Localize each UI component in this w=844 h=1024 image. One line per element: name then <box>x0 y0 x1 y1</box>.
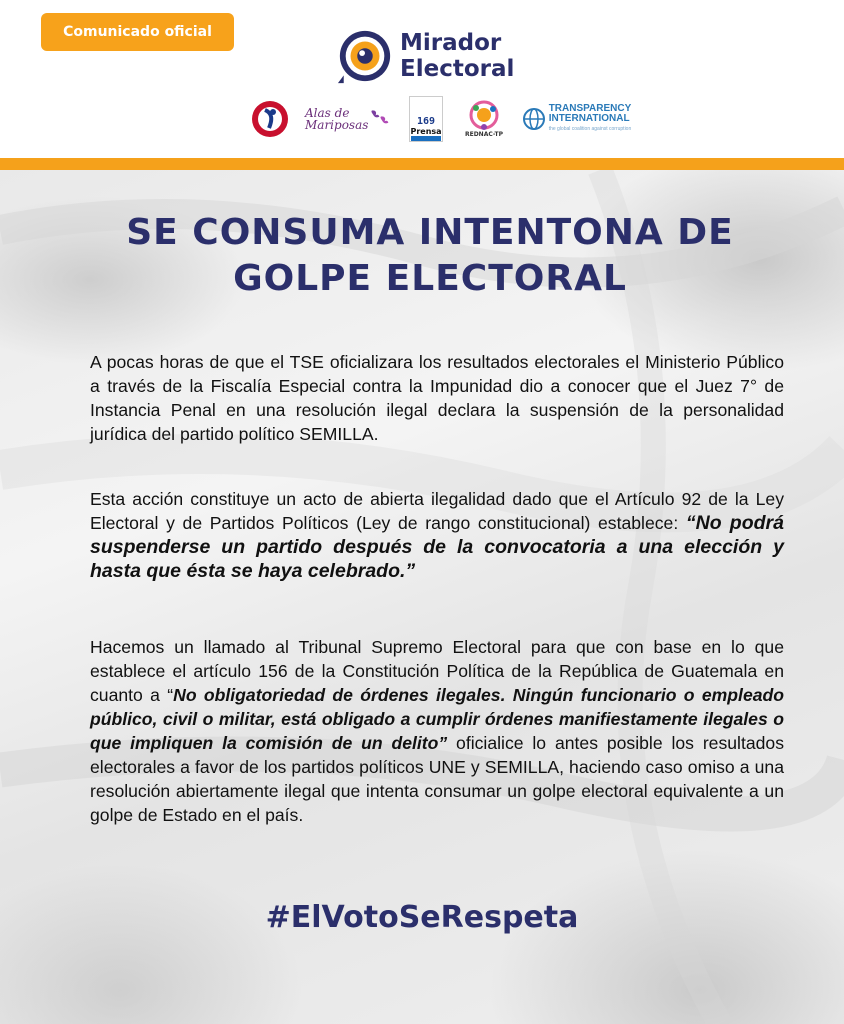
ti-line-2: INTERNATIONAL <box>548 113 630 124</box>
header <box>0 0 844 160</box>
brand-line-2: Electoral <box>400 56 515 82</box>
ti-tagline: the global coalition against corruption <box>548 126 632 132</box>
paragraph-3-quote: No obligatoriedad de órdenes ilegales. Ningún funcionario o empleado público, civil o militar, está obligado a cumplir órdenes manifiestamente ilegales o que impliquen la comisión de un delito” <box>90 685 785 753</box>
paragraph-2-text: Esta acción constituye un acto de abierta ilegalidad dado que el Artículo 92 de la Ley Electoral y de Partidos Políticos (Ley de rango constitucional) establece: <box>90 489 784 533</box>
paragraph-1: A pocas horas de que el TSE oficializara los resultados electorales el Ministerio Público a través de la Fiscalía Especial contra la Impunidad dio a conocer que el Juez 7° de Instancia Penal en una resolución ilegal declara la suspensión de la personalidad jurídica del partido político SEMILLA. <box>90 352 784 444</box>
prensa-number: 169 <box>416 116 436 127</box>
prensa-comunitaria-logo <box>408 94 444 144</box>
transparency-international-logo <box>518 94 636 144</box>
paragraph-3-text-after: oficialice lo antes posible los resultados electorales a favor de los partidos políticos UNE y SEMILLA, haciendo caso omiso a una resolución abiertamente ilegal que intenta consumar un golpe electoral equivalente a un golpe de Estado en el país. <box>90 733 784 825</box>
official-badge: Comunicado oficial <box>41 13 234 51</box>
rednac-logo <box>460 94 508 144</box>
paragraph-2-quote: “No podrá suspenderse un partido después de la convocatoria a una elección y hasta que ésta se haya celebrado.” <box>90 512 784 582</box>
butterflies-icon <box>368 104 391 134</box>
transparency-globe-icon <box>523 108 545 130</box>
orange-divider <box>0 158 844 170</box>
main-content <box>0 170 844 1024</box>
alas-de-mariposas-logo <box>305 94 391 144</box>
ti-line-1: TRANSPARENCY <box>548 103 632 114</box>
paragraph-3 <box>90 635 784 827</box>
paragraph-2 <box>90 487 784 583</box>
title-line-2: GOLPE ELECTORAL <box>233 258 627 299</box>
mirador-electoral-brand <box>336 26 514 86</box>
accion-ciudadana-icon <box>251 100 289 138</box>
partner-logos <box>0 94 844 144</box>
prensa-name: Prensa <box>410 127 442 136</box>
alas-line-1: Alas de <box>305 106 350 120</box>
title-line-1: SE CONSUMA INTENTONA DE <box>126 212 734 253</box>
page-title <box>60 210 800 302</box>
brand-line-1: Mirador <box>400 30 502 56</box>
paragraph-3-text-before: Hacemos un llamado al Tribunal Supremo Electoral para que con base en lo que establece el artículo 156 de la Constitución Política de la República de Guatemala en cuanto a “ <box>90 637 784 705</box>
rednac-icon <box>467 100 501 130</box>
alas-line-2: Mariposas <box>305 118 369 132</box>
rednac-label: REDNAC-TP <box>464 131 503 138</box>
hashtag: #ElVotoSeRespeta <box>265 900 579 935</box>
prensa-bar <box>411 136 441 141</box>
accion-ciudadana-logo <box>250 94 290 144</box>
mirador-eye-logo <box>336 27 394 85</box>
